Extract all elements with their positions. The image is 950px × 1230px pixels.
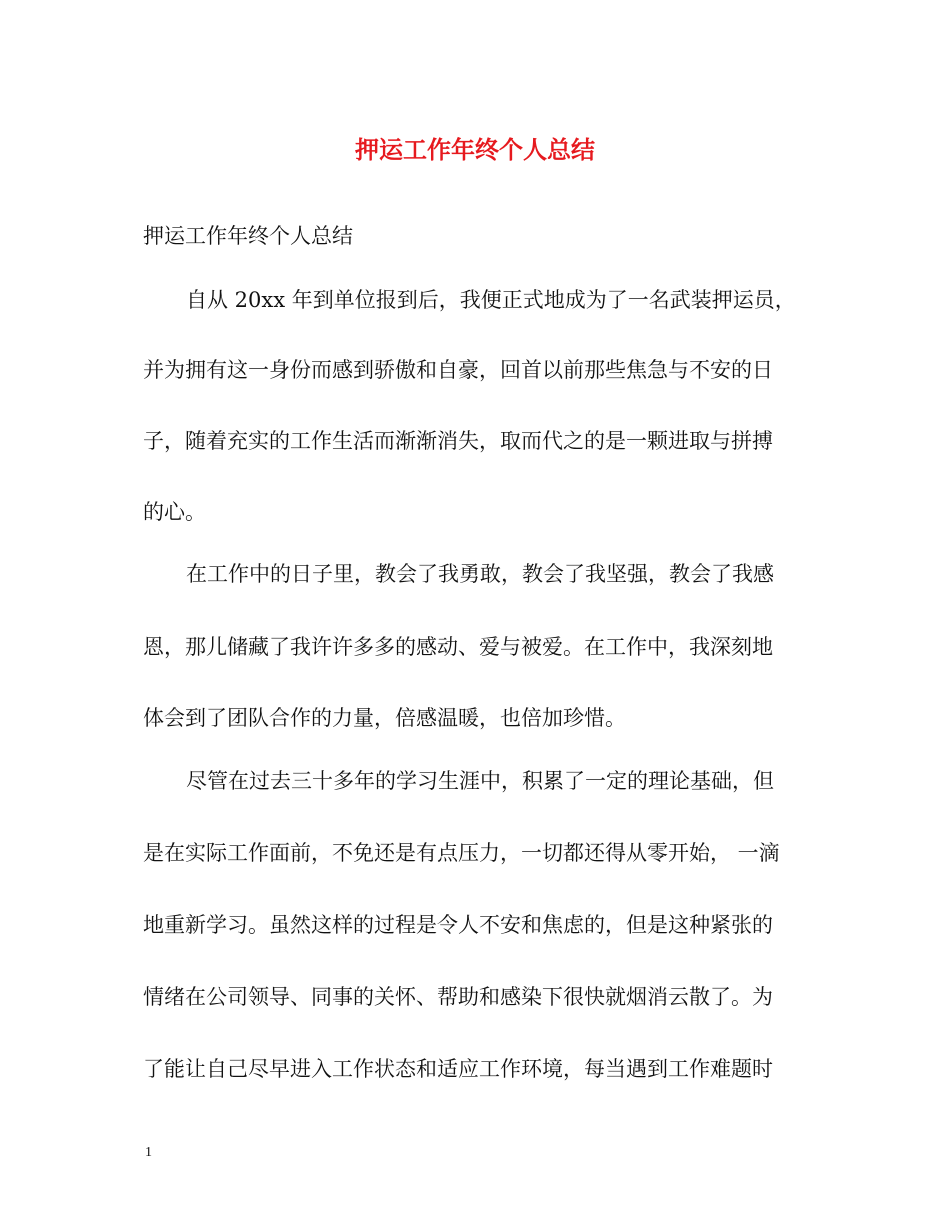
paragraph-3-line-3: 地重新学习。虽然这样的过程是令人不安和焦虑的，但是这种紧张的 — [143, 913, 773, 937]
paragraph-3-line-4: 情绪在公司领导、同事的关怀、帮助和感染下很快就烟消云散了。为 — [143, 985, 773, 1009]
paragraph-1-line-3: 子，随着充实的工作生活而渐渐消失，取而代之的是一颗进取与拼搏 — [143, 429, 773, 453]
paragraph-2-line-1: 在工作中的日子里，教会了我勇敢，教会了我坚强，教会了我感 — [186, 562, 774, 586]
paragraph-2-line-3: 体会到了团队合作的力量，倍感温暖，也倍加珍惜。 — [143, 706, 626, 730]
paragraph-1-line-1: 自从 20xx 年到单位报到后，我便正式地成为了一名武装押运员， — [186, 288, 796, 312]
paragraph-2-line-2: 恩，那儿储藏了我许许多多的感动、爱与被爱。在工作中，我深刻地 — [143, 635, 773, 659]
page-number: 1 — [145, 1145, 152, 1160]
paragraph-1-line-4: 的心。 — [143, 500, 206, 524]
paragraph-3-line-5: 了能让自己尽早进入工作状态和适应工作环境，每当遇到工作难题时 — [143, 1057, 773, 1081]
paragraph-1-line-2: 并为拥有这一身份而感到骄傲和自豪，回首以前那些焦急与不安的日 — [143, 358, 773, 382]
document-title: 押运工作年终个人总结 — [355, 135, 595, 164]
document-subtitle: 押运工作年终个人总结 — [143, 224, 353, 248]
paragraph-3-line-1: 尽管在过去三十多年的学习生涯中，积累了一定的理论基础，但 — [186, 769, 774, 793]
paragraph-3-line-2: 是在实际工作面前，不免还是有点压力，一切都还得从零开始， 一滴 — [143, 841, 780, 865]
